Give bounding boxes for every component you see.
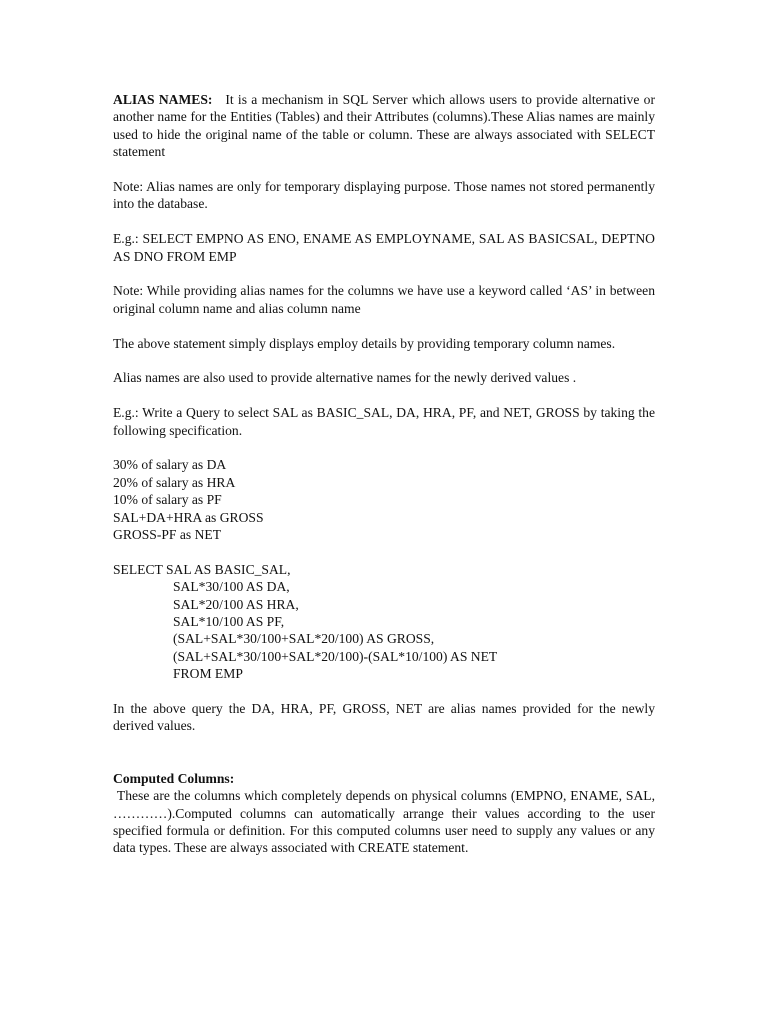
spec-line: 10% of salary as PF xyxy=(113,492,222,508)
computed-columns-section xyxy=(113,770,659,857)
query-explanation: In the above query the DA, HRA, PF, GROSS, NET are alias names provided for the newly derived values. xyxy=(113,701,655,734)
alias-example-query-task: E.g.: Write a Query to select SAL as BASIC_SAL, DA, HRA, PF, and NET, GROSS by taking the following specification. xyxy=(113,405,655,438)
spec-line: 30% of salary as DA xyxy=(113,457,227,473)
query-line: SELECT SAL AS BASIC_SAL, xyxy=(113,561,291,577)
alias-names-heading: ALIAS NAMES: xyxy=(113,92,213,107)
query-line: SAL*30/100 AS DA, xyxy=(173,579,290,595)
computed-columns-body: These are the columns which completely depends on physical columns (EMPNO, ENAME, SAL, …………).Computed columns can automatically arrange their values according to the user specified formula or definition. For this computed columns user need to supply any values or any data types. These are always associated with CREATE statement. xyxy=(113,788,659,856)
document-page xyxy=(113,91,659,857)
query-line: FROM EMP xyxy=(173,666,243,682)
sql-query-block xyxy=(113,561,655,683)
spec-line: 20% of salary as HRA xyxy=(113,474,236,490)
query-line: (SAL+SAL*30/100+SAL*20/100)-(SAL*10/100) AS NET xyxy=(173,648,498,664)
alias-example-select: E.g.: SELECT EMPNO AS ENO, ENAME AS EMPLOYNAME, SAL AS BASICSAL, DEPTNO AS DNO FROM EMP xyxy=(113,231,655,264)
computed-columns-heading: Computed Columns: xyxy=(113,770,235,786)
query-line: SAL*20/100 AS HRA, xyxy=(173,596,299,612)
spec-line: SAL+DA+HRA as GROSS xyxy=(113,509,264,525)
alias-note-temporary: Note: Alias names are only for temporary displaying purpose. Those names not stored permanently into the database. xyxy=(113,179,655,212)
alias-statement-explanation: The above statement simply displays employ details by providing temporary column names. xyxy=(113,335,616,351)
spec-line: GROSS-PF as NET xyxy=(113,527,222,543)
alias-note-as-keyword: Note: While providing alias names for the columns we have use a keyword called ‘AS’ in between original column name and alias column name xyxy=(113,283,655,316)
specification-list xyxy=(113,456,655,543)
alias-intro-text: It is a mechanism in SQL Server which allows users to provide alternative or another name for the Entities (Tables) and their Attributes (columns).These Alias names are mainly used to hide the original name of the table or column. These are always associated with SELECT statement xyxy=(113,92,656,160)
alias-intro-paragraph xyxy=(113,91,655,161)
query-line: (SAL+SAL*30/100+SAL*20/100) AS GROSS, xyxy=(173,631,435,647)
query-line: SAL*10/100 AS PF, xyxy=(173,614,285,630)
alias-derived-values: Alias names are also used to provide alternative names for the newly derived values . xyxy=(113,370,577,386)
